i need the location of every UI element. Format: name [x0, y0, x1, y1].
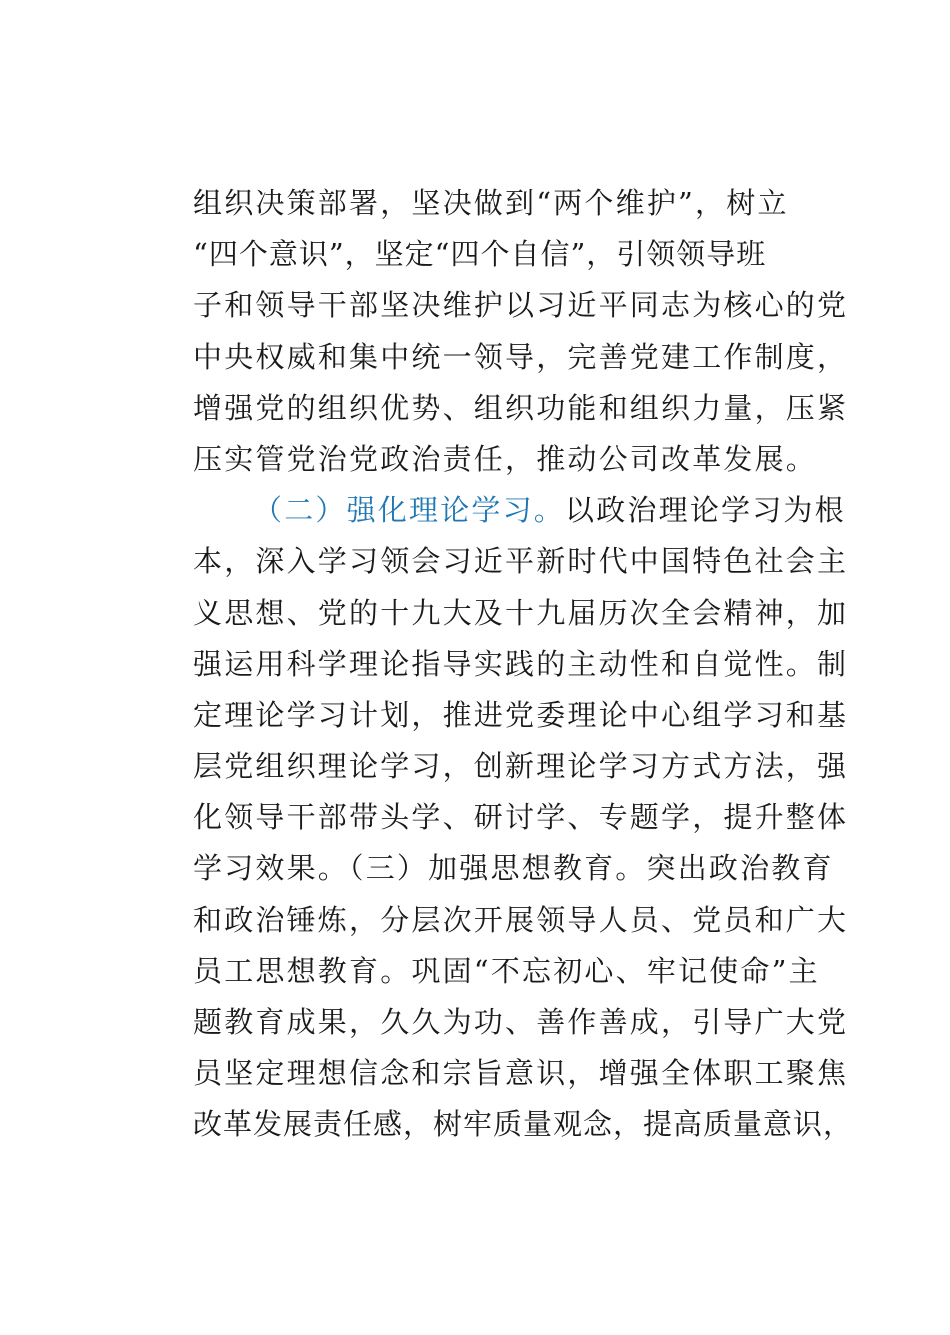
- body-text: [193, 178, 854, 1151]
- paragraph-line: 本，深入学习领会习近平新时代中国特色社会主: [193, 544, 849, 579]
- paragraph-line: 和政治锤炼，分层次开展领导人员、党员和广大: [193, 902, 849, 937]
- paragraph-line: 学习效果。（三）加强思想教育。突出政治教育: [193, 851, 834, 886]
- paragraph-line-rest: 以政治理论学习为根: [565, 493, 846, 528]
- paragraph-line: 增强党的组织优势、组织功能和组织力量，压紧: [193, 390, 849, 425]
- paragraph-line: 强运用科学理论指导实践的主动性和自觉性。制: [193, 646, 849, 681]
- paragraph-line: 员工思想教育。巩固“不忘初心、牢记使命”主: [193, 953, 820, 988]
- paragraph-line: 层党组织理论学习，创新理论学习方式方法，强: [193, 749, 849, 784]
- section-heading-line: [193, 485, 846, 536]
- paragraph-line: 组织决策部署，坚决做到“两个维护”，树立: [193, 186, 789, 220]
- paragraph-line: 题教育成果，久久为功、善作善成，引导广大党: [193, 1005, 849, 1039]
- paragraph-line: 压实管党治党政治责任，推动公司改革发展。: [193, 441, 818, 476]
- paragraph-line: 化领导干部带头学、研讨学、专题学，提升整体: [193, 800, 849, 835]
- paragraph-line: 中央权威和集中统一领导，完善党建工作制度，: [193, 339, 849, 374]
- paragraph-line: 义思想、党的十九大及十九届历次全会精神，加: [193, 595, 849, 630]
- paragraph-line: “四个意识”，坚定“四个自信”，引领领导班: [193, 237, 767, 272]
- paragraph-line: 改革发展责任感，树牢质量观念，提高质量意识，: [193, 1107, 854, 1142]
- paragraph-line: 子和领导干部坚决维护以习近平同志为核心的党: [193, 288, 849, 323]
- section-heading: （二）强化理论学习。: [253, 493, 566, 528]
- paragraph-line: 员坚定理想信念和宗旨意识，增强全体职工聚焦: [193, 1056, 849, 1091]
- paragraph-line: 定理论学习计划，推进党委理论中心组学习和基: [193, 697, 849, 732]
